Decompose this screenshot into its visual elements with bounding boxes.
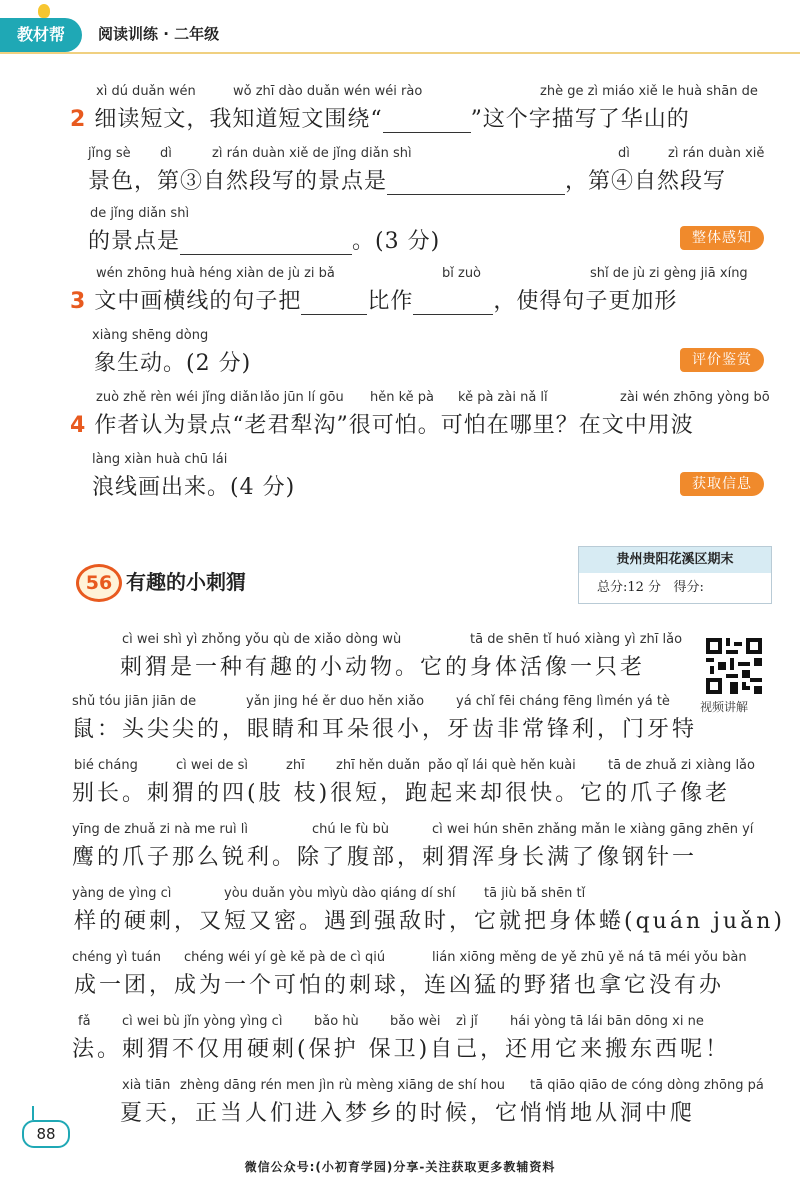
passage-pinyin-4-2: yù dào qiáng dí shí	[332, 886, 456, 901]
q3-l1-pinyin-2: shǐ de jù zi gèng jiā xíng	[590, 266, 748, 281]
passage-pinyin-3-2: cì wei hún shēn zhǎng mǎn le xiàng gāng zhēn yí	[432, 822, 754, 837]
passage-line-6: 法。刺猬不仅用硬刺(保护 保卫)自己，还用它来搬东西呢！	[72, 1037, 731, 1062]
q2-text-1a: 细读短文，我知道短文围绕“	[94, 107, 383, 132]
section-number-badge: 56	[76, 564, 122, 602]
page-number: 88	[22, 1120, 70, 1148]
passage-pinyin-1-3: mén yá tè	[604, 694, 670, 709]
q3-blank-1[interactable]	[301, 292, 367, 315]
passage-pinyin-4-3: tā jiù bǎ shēn tǐ	[484, 886, 586, 901]
passage-pinyin-2-0: bié cháng	[74, 758, 138, 773]
passage-pinyin-7-1: zhèng dāng rén men jìn rù mèng xiāng de shí hou	[180, 1078, 506, 1093]
q4-text-1: 作者认为景点“老君犁沟”很可怕。可怕在哪里？在文中用波	[94, 413, 694, 438]
lightbulb-icon	[38, 4, 50, 18]
passage-pinyin-2-3: zhī hěn duǎn	[336, 758, 421, 773]
q2-l1-pinyin-0: xì dú duǎn wén	[96, 84, 196, 99]
passage-line-4: 样的硬刺，又短又密。遇到强敌时，它就把身体蜷(quán juǎn)	[74, 909, 785, 934]
q2-line3	[88, 224, 440, 255]
passage-pinyin-2-1: cì wei de sì	[176, 758, 249, 773]
score-line	[579, 573, 771, 603]
q3-line2: 象生动。(2 分)	[94, 351, 252, 376]
page-number-connector	[32, 1106, 34, 1120]
passage-pinyin-6-3: bǎo wèi	[390, 1014, 441, 1029]
passage-pinyin-6-2: bǎo hù	[314, 1014, 359, 1029]
q2-number: 2	[70, 107, 87, 132]
q2-blank-2[interactable]	[387, 172, 565, 195]
q4-number: 4	[70, 413, 87, 438]
passage-pinyin-0-1: tā de shēn tǐ huó xiàng yì zhī lǎo	[470, 632, 683, 647]
q2-l2-pinyin-4: zì rán duàn xiě	[668, 146, 765, 161]
q2-blank-3[interactable]	[180, 232, 352, 255]
q2-l2-pinyin-0: jǐng sè	[88, 146, 131, 161]
passage-line-3: 鹰的爪子那么锐利。除了腹部，刺猬浑身长满了像钢针一	[72, 845, 698, 870]
passage-pinyin-1-2: yá chǐ fēi cháng fēng lì	[456, 694, 604, 709]
passage-line-5: 成一团，成为一个可怕的刺球，连凶猛的野猪也拿它没有办	[74, 973, 725, 998]
q3-text-1c: ，使得句子更加形	[493, 289, 678, 314]
passage-pinyin-6-5: hái yòng tā lái bān dōng xi ne	[510, 1014, 704, 1029]
q3-l1-pinyin-0: wén zhōng huà héng xiàn de jù zi bǎ	[96, 266, 335, 281]
q4-skill-tag: 获取信息	[680, 472, 764, 496]
q4-l1-pinyin-0: zuò zhě rèn wéi jǐng diǎn	[96, 390, 259, 405]
q4-l1-pinyin-2: hěn kě pà	[370, 390, 435, 405]
q2-l2-pinyin-1: dì	[160, 146, 172, 161]
q2-text-1b: ”这个字描写了华山的	[470, 107, 690, 132]
brand-logo: 教材帮	[0, 18, 82, 52]
q2-skill-tag: 整体感知	[680, 226, 764, 250]
q2-l1-pinyin-2: zhè ge zì miáo xiě le huà shān de	[540, 84, 758, 99]
q2-l1-pinyin-1: wǒ zhī dào duǎn wén wéi rào	[233, 84, 423, 99]
passage-line-1: 鼠：头尖尖的，眼睛和耳朵很小，牙齿非常锋利，门牙特	[72, 717, 698, 742]
exam-info-box	[578, 546, 772, 604]
passage-line-7: 夏天，正当人们进入梦乡的时候，它悄悄地从洞中爬	[120, 1101, 696, 1126]
book-title: 阅读训练 · 二年级	[98, 25, 220, 43]
q4-l1-pinyin-1: lǎo jūn lí gōu	[260, 390, 344, 405]
q3-l1-pinyin-1: bǐ zuò	[442, 266, 482, 281]
q2-text-3a: 的景点是	[88, 229, 181, 254]
q3-number: 3	[70, 289, 87, 314]
q4-line1	[70, 408, 694, 439]
q3-l2-pinyin-0: xiàng shēng dòng	[92, 328, 209, 343]
q3-line1	[70, 284, 677, 315]
passage-pinyin-1-0: shǔ tóu jiān jiān de	[72, 694, 197, 709]
q3-skill-tag: 评价鉴赏	[680, 348, 764, 372]
passage-pinyin-2-4: pǎo qǐ lái què hěn kuài	[428, 758, 576, 773]
page-header	[0, 0, 800, 58]
q4-l1-pinyin-3: kě pà zài nǎ lǐ	[458, 390, 548, 405]
passage-pinyin-2-5: tā de zhuǎ zi xiàng lǎo	[608, 758, 755, 773]
q2-text-2a: 景色，第③自然段写的景点是	[88, 169, 388, 194]
passage-pinyin-6-0: fǎ	[78, 1014, 91, 1029]
qr-code-icon[interactable]	[706, 638, 762, 694]
passage-pinyin-3-0: yīng de zhuǎ zi nà me ruì lì	[72, 822, 248, 837]
section-title: 有趣的小刺猬	[126, 570, 246, 594]
passage-line-0: 刺猬是一种有趣的小动物。它的身体活像一只老	[120, 655, 646, 680]
passage-pinyin-1-1: yǎn jing hé ěr duo hěn xiǎo	[246, 694, 425, 709]
passage-pinyin-5-2: lián xiōng měng de yě zhū yě ná tā méi yǒu bàn	[432, 950, 747, 965]
q2-text-3b: 。(3 分)	[352, 229, 441, 254]
passage-pinyin-4-0: yàng de yìng cì	[72, 886, 172, 901]
passage-pinyin-2-2: zhī	[286, 758, 305, 773]
exam-source: 贵州贵阳花溪区期末	[579, 547, 771, 573]
q2-l2-pinyin-3: dì	[618, 146, 630, 161]
q2-text-2b: ，第④自然段写	[565, 169, 727, 194]
passage-pinyin-7-2: tā qiāo qiāo de cóng dòng zhōng pá	[530, 1078, 764, 1093]
q4-l2-pinyin-0: làng xiàn huà chū lái	[92, 452, 228, 467]
q4-l1-pinyin-4: zài wén zhōng yòng bō	[620, 390, 770, 405]
passage-pinyin-5-1: chéng wéi yí gè kě pà de cì qiú	[184, 950, 386, 965]
passage-pinyin-4-1: yòu duǎn yòu mì	[224, 886, 334, 901]
footer-note: 微信公众号:(小初育学园)分享-关注获取更多教辅资料	[244, 1160, 556, 1174]
passage-pinyin-0-0: cì wei shì yì zhǒng yǒu qù de xiǎo dòng wù	[122, 632, 402, 647]
score-total: 总分:12 分	[597, 580, 662, 595]
passage-pinyin-6-4: zì jǐ	[456, 1014, 478, 1029]
score-label: 得分:	[673, 580, 704, 595]
q2-line1	[70, 102, 690, 133]
q2-l2-pinyin-2: zì rán duàn xiě de jǐng diǎn shì	[212, 146, 412, 161]
q4-line2: 浪线画出来。(4 分)	[92, 475, 296, 500]
q2-blank-1[interactable]	[383, 110, 471, 133]
q3-blank-2[interactable]	[413, 292, 493, 315]
q3-text-1b: 比作	[367, 289, 414, 314]
passage-pinyin-3-1: chú le fù bù	[312, 822, 389, 837]
qr-label: 视频讲解	[700, 700, 749, 714]
passage-line-2: 别长。刺猬的四(肢 枝)很短，跑起来却很快。它的爪子像老	[72, 781, 731, 806]
q2-line2	[88, 164, 726, 195]
passage-pinyin-7-0: xià tiān	[122, 1078, 171, 1093]
passage-pinyin-6-1: cì wei bù jǐn yòng yìng cì	[122, 1014, 283, 1029]
q2-l3-pinyin-0: de jǐng diǎn shì	[90, 206, 190, 221]
q3-text-1a: 文中画横线的句子把	[94, 289, 302, 314]
passage-pinyin-5-0: chéng yì tuán	[72, 950, 161, 965]
